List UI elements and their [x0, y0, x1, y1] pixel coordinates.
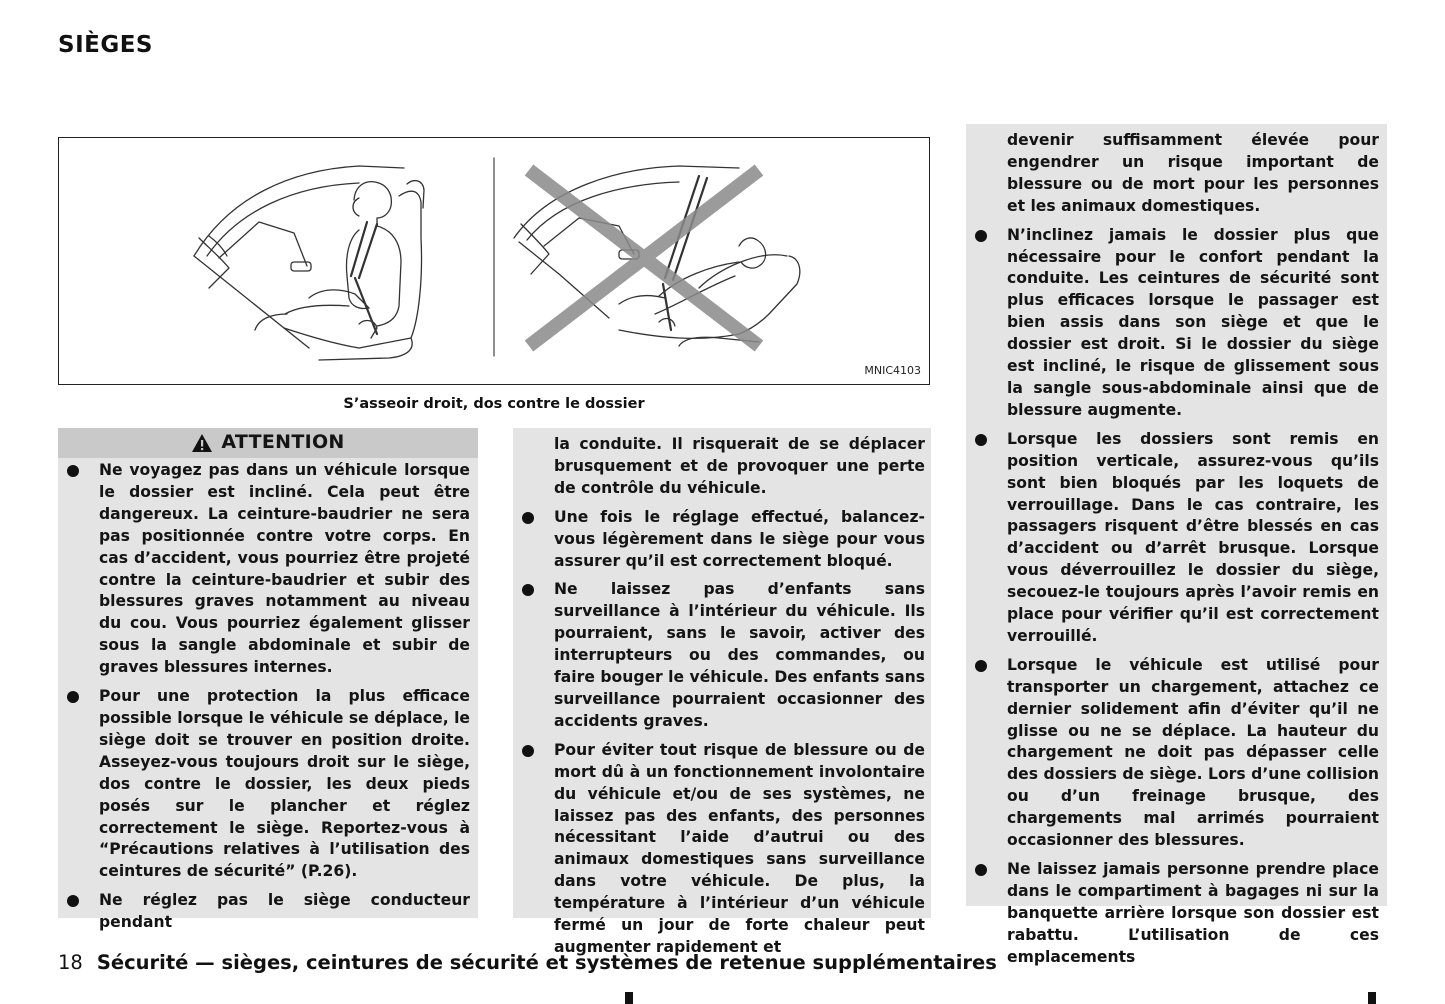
- page-number: 18: [58, 951, 83, 974]
- continued-text: la conduite. Il risquerait de se déplacer brusquement et de provoquer une perte de contrôle du véhicule.: [554, 435, 925, 497]
- bullet-icon: [975, 864, 987, 876]
- attention-label: ATTENTION: [221, 431, 345, 454]
- bullet-icon: [522, 512, 534, 524]
- chapter-title: Sécurité — sièges, ceintures de sécurité et systèmes de retenue supplémentaires: [96, 951, 997, 974]
- warning-triangle-icon: [191, 433, 213, 453]
- bullet-icon: [975, 230, 987, 242]
- seat-illustration-drawing: [59, 138, 929, 384]
- left-seatbelt: [351, 222, 377, 278]
- list-item: Ne laissez pas d’enfants sans surveillance à l’intérieur du véhicule. Ils pourraient, sans le savoir, activer des interrupteurs ou des commandes, ou faire bouger le véhicule. Des enfants sans surveillance pourraient occasionner des accidents graves.: [513, 579, 925, 732]
- attention-column-1: [58, 428, 478, 932]
- attention-column-2: [513, 428, 931, 956]
- list-item: Pour éviter tout risque de blessure ou de mort dû à un fonctionnement involontaire du véhicule et/ou de ses systèmes, ne laissez pas des enfants, des personnes nécessitant l’aide d’autrui ou des animaux domestiques sans surveillance dans votre véhicule. De plus, la température à l’intérieur d’un véhicule fermé un jour de forte chaleur peut augmenter rapidement et: [513, 740, 925, 959]
- warning-list: [513, 507, 925, 959]
- bullet-icon: [522, 745, 534, 757]
- list-item: Ne voyagez pas dans un véhicule lorsque le dossier est incliné. Cela peut être dangereux. La ceinture-baudrier ne sera pas positionnée contre votre corps. En cas d’accident, vous pourriez être projeté contre la ceinture-baudrier et subir des blessures graves notamment au niveau du cou. Vous pourriez également glisser sous la sangle abdominale et subir de graves blessures internes.: [58, 460, 470, 679]
- crop-mark: [1368, 992, 1376, 1004]
- list-item: Lorsque le véhicule est utilisé pour transporter un chargement, attachez ce dernier solidement afin d’éviter qu’il ne glisse ou ne se déplace. La hauteur du chargement ne doit pas dépasser celle des dossiers de siège. Lors d’une collision ou d’un freinage brusque, des chargements mal arrimés pourraient occasionner des blessures.: [966, 655, 1379, 852]
- bullet-icon: [975, 434, 987, 446]
- list-item: Lorsque les dossiers sont remis en position verticale, assurez-vous qu’ils sont bien bloqués par les loquets de verrouillage. Dans le cas contraire, les passagers risquent d’être blessés en cas d’accident ou d’arrêt brusque. Lorsque vous déverrouillez le dossier du siège, secouez-le toujours après l’avoir remis en place pour vérifier qu’il est correctement verrouillé.: [966, 429, 1379, 648]
- figure-caption: S’asseoir droit, dos contre le dossier: [343, 396, 645, 412]
- seat-illustration: [58, 137, 930, 385]
- list-item: Pour une protection la plus efficace possible lorsque le véhicule se déplace, le siège doit se trouver en position droite. Asseyez-vous toujours droit sur le siège, dos contre le dossier, les deux pieds posés sur le plancher et réglez correctement le siège. Reportez-vous à “Précautions relatives à l’utilisation des ceintures de sécurité” (P.26).: [58, 686, 470, 883]
- page-footer: [58, 951, 997, 974]
- bullet-icon: [522, 584, 534, 596]
- crop-mark: [625, 992, 633, 1004]
- list-item: N’inclinez jamais le dossier plus que nécessaire pour le confort pendant la conduite. Les ceintures de sécurité sont plus efficaces lorsque le passager est bien assis dans son siège et que le dossier est droit. Si le dossier du siège est incliné, le risque de glissement sous la sangle sous-abdominale ainsi que de blessure augmente.: [966, 225, 1379, 422]
- bullet-icon: [975, 660, 987, 672]
- bullet-icon: [67, 691, 79, 703]
- list-item: Une fois le réglage effectué, balancez-vous légèrement dans le siège pour vous assurer qu’il est correctement bloqué.: [513, 507, 925, 573]
- warning-list: [58, 460, 470, 934]
- attention-header: [58, 428, 478, 458]
- left-person: [354, 182, 391, 226]
- section-title: SIÈGES: [58, 32, 153, 58]
- prohibited-cross: [529, 170, 759, 346]
- bullet-icon: [67, 895, 79, 907]
- right-person: [739, 238, 766, 268]
- list-item: Ne réglez pas le siège conducteur pendant: [58, 890, 470, 934]
- list-item: Ne laissez jamais personne prendre place dans le compartiment à bagages ni sur la banquette arrière lorsque son dossier est rabattu. L’utilisation de ces emplacements: [966, 859, 1379, 969]
- continued-text: devenir suffisamment élevée pour engendrer un risque important de blessure ou de mort pour les personnes et les animaux domestiques.: [1007, 131, 1379, 215]
- figure-code: MNIC4103: [864, 364, 921, 377]
- bullet-icon: [67, 465, 79, 477]
- attention-column-3: [966, 124, 1387, 966]
- left-door-frame: [194, 166, 404, 256]
- warning-list: [966, 225, 1379, 969]
